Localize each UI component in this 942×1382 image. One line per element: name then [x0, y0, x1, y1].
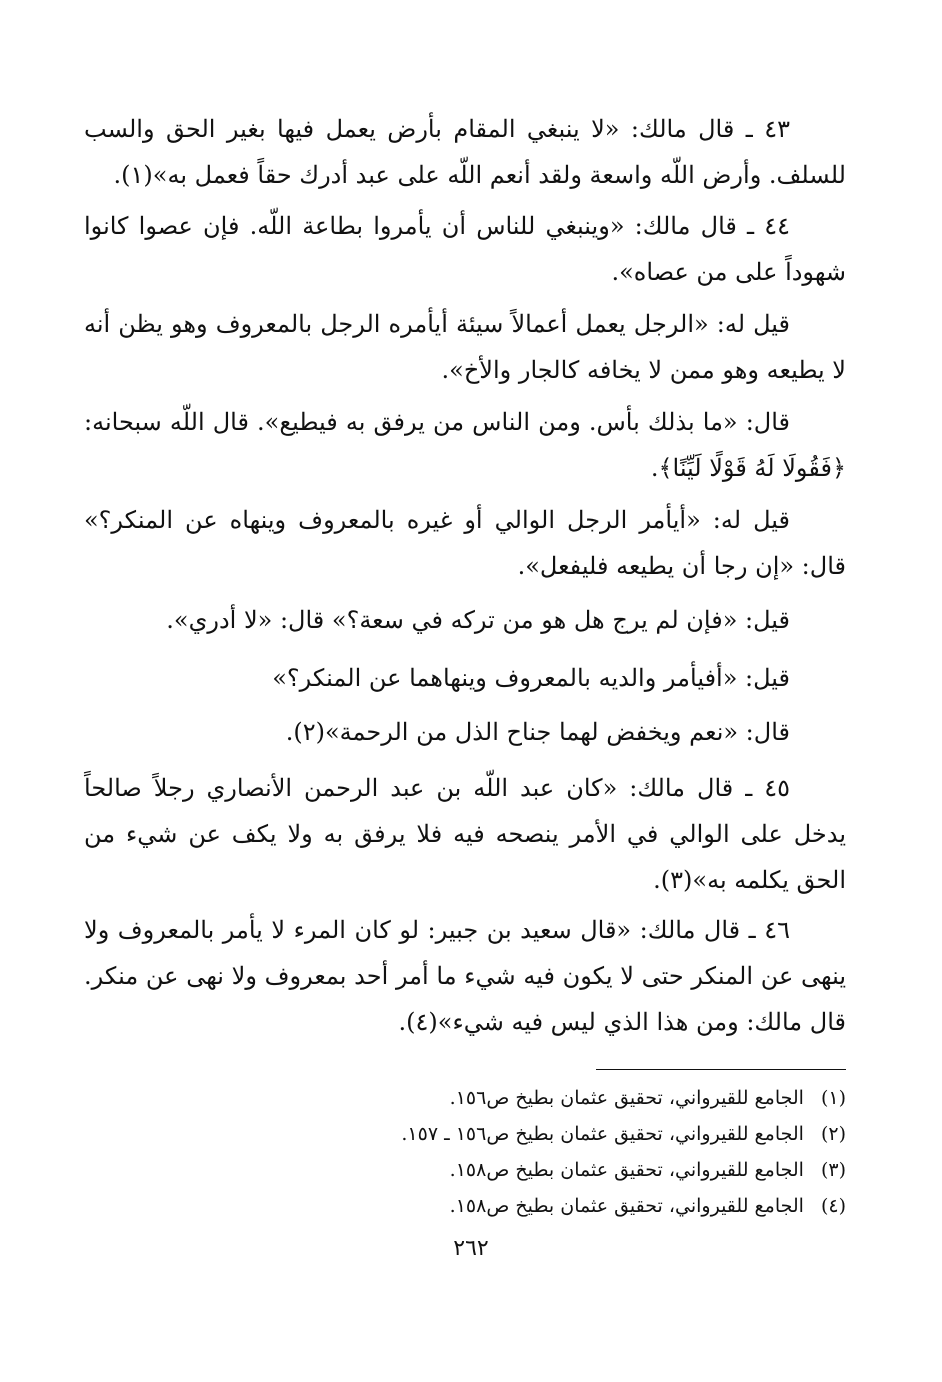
footnote-item — [401, 1116, 846, 1152]
footnote-text: الجامع للقيرواني، تحقيق عثمان بطيخ ص١٥٦ ـ ١٥٧. — [401, 1123, 804, 1145]
paragraph-43: ٤٣ ـ قال مالك: «لا ينبغي المقام بأرض يعمل فيها بغير الحق والسب للسلف. وأرض اللّه واسعة ولقد أنعم اللّه على عبد أدرك حقاً فعمل به»(١). — [84, 115, 846, 189]
paragraph-44: ٤٤ ـ قال مالك: «وينبغي للناس أن يأمروا بطاعة اللّه. فإن عصوا كانوا شهوداً على من عصاه». — [84, 212, 846, 286]
footnote-text: الجامع للقيرواني، تحقيق عثمان بطيخ ص١٥٨. — [449, 1195, 804, 1217]
paragraph-44-question: قيل له: «الرجل يعمل أعمالاً سيئة أيأمره الرجل بالمعروف وهو يظن أنه لا يطيعه وهو ممن لا يخافه كالجار والأخ». — [84, 310, 846, 384]
footnote-number: (١) — [820, 1087, 846, 1109]
footnote-number: (٣) — [820, 1159, 846, 1181]
footnote-divider — [596, 1069, 846, 1070]
footnote-text: الجامع للقيرواني، تحقيق عثمان بطيخ ص١٥٦. — [449, 1087, 804, 1109]
paragraph-45: ٤٥ ـ قال مالك: «كان عبد اللّه بن عبد الرحمن الأنصاري رجلاً صالحاً يدخل على الوالي في الأمر ينصحه فيه فلا يرفق به ولا يكف عن شيء من الحق يكلمه به»(٣). — [84, 774, 846, 894]
paragraph-44-answer: قال: «ما بذلك بأس. ومن الناس من يرفق به فيطيع». قال اللّه سبحانه: ﴿فَقُولَا لَهُ قَوْلًا لَيِّنًا﴾. — [84, 408, 846, 482]
footnote-text: الجامع للقيرواني، تحقيق عثمان بطيخ ص١٥٨. — [449, 1159, 804, 1181]
footnote-item — [450, 1152, 846, 1188]
footnote-item — [450, 1080, 846, 1116]
footnote-item — [450, 1188, 846, 1224]
page-number: ٢٦٢ — [453, 1236, 489, 1261]
footnote-number: (٤) — [820, 1195, 846, 1217]
paragraph-44-question-2: قيل له: «أيأمر الرجل الوالي أو غيره بالمعروف وينهاه عن المنكر؟» قال: «إن رجا أن يطيعه فليفعل». — [84, 506, 846, 580]
paragraph-44-question-4: قيل: «أفيأمر والديه بالمعروف وينهاهما عن المنكر؟» — [272, 664, 790, 692]
footnote-number: (٢) — [820, 1123, 846, 1145]
paragraph-46: ٤٦ ـ قال مالك: «قال سعيد بن جبير: لو كان المرء لا يأمر بالمعروف ولا ينهى عن المنكر حتى لا يكون فيه شيء ما أمر أحد بمعروف ولا نهى عن منكر. قال مالك: ومن هذا الذي ليس فيه شيء»(٤). — [84, 916, 846, 1036]
paragraph-44-answer-2: قال: «نعم ويخفض لهما جناح الذل من الرحمة»(٢). — [285, 718, 790, 746]
paragraph-44-question-3: قيل: «فإن لم يرج هل هو من تركه في سعة؟» قال: «لا أدري». — [166, 606, 790, 634]
